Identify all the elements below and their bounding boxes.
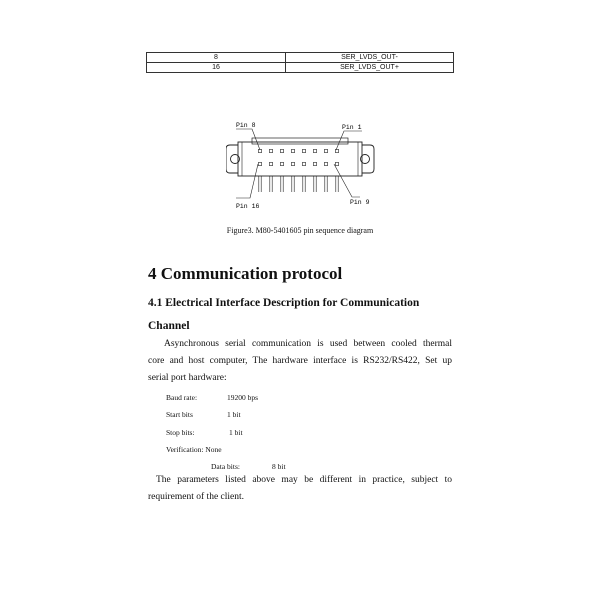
start-bits-value: 1 bit [227, 410, 241, 419]
intro-line: serial port hardware: [148, 373, 227, 383]
table-row [147, 53, 454, 63]
bottom-row-pin-hole [280, 162, 283, 165]
baud-rate-label: Baud rate: [166, 393, 198, 402]
top-row-pin-hole [302, 149, 305, 152]
bottom-row-pin-hole [302, 162, 305, 165]
top-row-pin-hole [313, 149, 316, 152]
data-bits-label: Data bits: [211, 462, 240, 471]
closing-line: requirement of the client. [148, 492, 245, 502]
top-row-pin-hole [280, 149, 283, 152]
top-row-pin-hole [269, 149, 272, 152]
connector-pin-diagram [226, 118, 376, 218]
bottom-row-pin-hole [335, 162, 338, 165]
top-row-pin-hole [291, 149, 294, 152]
start-bits-label: Start bits [166, 410, 193, 419]
intro-paragraph [148, 336, 452, 387]
pin16-leader [236, 164, 258, 198]
figure-caption: Figure3. M80-5401605 pin sequence diagram [226, 226, 374, 235]
bottom-row-pin-hole [258, 162, 261, 165]
pin8-label: Pin 8 [236, 122, 256, 129]
signal-name-cell: SER_LVDS_OUT- [286, 53, 454, 63]
pin-legs [259, 176, 338, 192]
connector-top-ridge [252, 138, 348, 144]
closing-paragraph [148, 472, 452, 506]
top-row-pin-hole [324, 149, 327, 152]
pin-holes [258, 149, 338, 165]
verification-label: Verification: None [166, 445, 222, 454]
pin-number-cell: 8 [147, 53, 286, 63]
right-mounting-ear [362, 145, 374, 173]
section-heading: 4 Communication protocol [148, 264, 343, 283]
stop-bits-label: Stop bits: [166, 428, 195, 437]
bottom-row-pin-hole [291, 162, 294, 165]
pin-table [146, 52, 454, 73]
table-row [147, 63, 454, 73]
left-mounting-ear [226, 145, 238, 173]
closing-line: The parameters listed above may be different in practice, subject to [156, 475, 452, 485]
pin1-label: Pin 1 [342, 124, 362, 131]
baud-rate-value: 19200 bps [227, 393, 259, 402]
subsection-heading-line2: Channel [148, 320, 190, 332]
bottom-row-pin-hole [313, 162, 316, 165]
pin16-label: Pin 16 [236, 203, 260, 210]
pin-number-cell: 16 [147, 63, 286, 73]
bottom-row-pin-hole [324, 162, 327, 165]
data-bits-value: 8 bit [272, 462, 286, 471]
bottom-row-pin-hole [269, 162, 272, 165]
intro-line: Asynchronous serial communication is used between cooled thermal [164, 339, 452, 349]
pin8-leader [236, 129, 260, 150]
subsection-heading-line1: 4.1 Electrical Interface Description for Communication [148, 297, 420, 309]
intro-line: core and host computer, The hardware interface is RS232/RS422, Set up [148, 356, 452, 366]
signal-name-cell: SER_LVDS_OUT+ [286, 63, 454, 73]
stop-bits-value: 1 bit [229, 428, 243, 437]
pin9-label: Pin 9 [350, 199, 370, 206]
